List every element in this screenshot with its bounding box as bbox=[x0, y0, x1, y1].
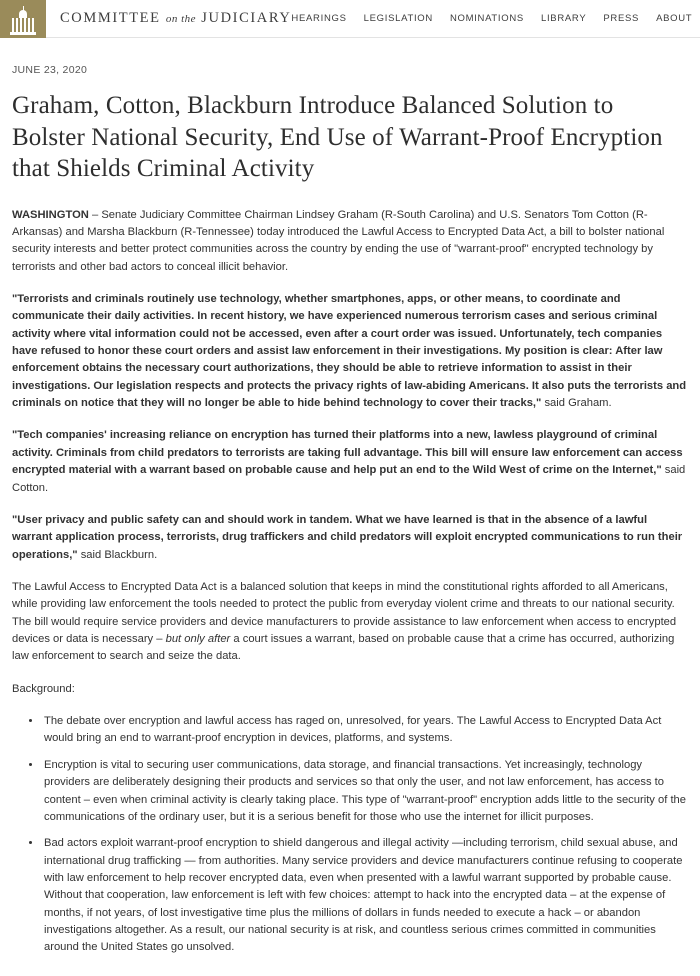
quote-blackburn bbox=[12, 512, 688, 564]
site-title-part-2: JUDICIARY bbox=[201, 10, 292, 26]
background-label: Background: bbox=[12, 682, 75, 695]
nav-item-hearings[interactable]: HEARINGS bbox=[291, 13, 347, 24]
list-item: • Encryption is vital to securing user communications, data storage, and financial transactions. Yet increasingly, technology providers are deliberately designing their products and services so that only the user, and not law enforcement, has access to content – even when criminal activity is clearly taking place. This type of "warrant-proof" encryption adds little to the security of the communications of the ordinary user, but it is a serious benefit for those who use the internet for illicit purposes. bbox=[42, 757, 688, 826]
page-title: Graham, Cotton, Blackburn Introduce Balanced Solution to Bolster National Security, End Use of Warrant-Proof Encryption that Shields Criminal Activity bbox=[12, 92, 663, 182]
list-item: • The debate over encryption and lawful access has raged on, unresolved, for years. The Lawful Access to Encrypted Data Act would bring an end to warrant-proof encryption in devices, platforms, and systems. bbox=[42, 713, 688, 748]
quote-blackburn-text: "User privacy and public safety can and should work in tandem. What we have learned is that in the absence of a lawful warrant application process, terrorists, drug traffickers and child predators will exploit encrypted communications to run their operations," bbox=[12, 513, 683, 561]
quote-cotton-attribution: said Cotton. bbox=[12, 464, 686, 494]
bill-summary-part-2: a court issues a warrant, based on probable cause that a crime has occurred, authorizing law enforcement to search and seize the data. bbox=[12, 633, 675, 663]
site-title-part-1: COMMITTEE bbox=[60, 10, 161, 26]
quote-graham bbox=[12, 291, 688, 413]
nav-item-about[interactable]: ABOUT bbox=[656, 13, 693, 24]
site-title-connector: on the bbox=[165, 13, 197, 25]
background-list bbox=[12, 713, 688, 957]
list-item: • Bad actors exploit warrant-proof encryption to shield dangerous and illegal activity —including terrorism, child sexual abuse, and international drug trafficking — from authorities. Many service providers and device manufacturers continue refusing to cooperate with law enforcement to help recover encrypted data, even when presented with a lawful warrant supported by probable cause. Without that cooperation, law enforcement is left with few choices: attempt to hack into the encrypted data – at the expense of months, if not years, of lost investigative time plus the millions of dollars in funds needed to execute a hack – or abandon investigations altogether. As a result, our national security is at risk, and countless serious crimes committed in communities around the United States go unsolved. bbox=[42, 835, 688, 957]
quote-blackburn-attribution: said Blackburn. bbox=[77, 548, 158, 561]
nav-item-legislation[interactable]: LEGISLATION bbox=[363, 13, 433, 24]
dateline: WASHINGTON bbox=[12, 208, 89, 221]
article-content bbox=[0, 38, 700, 976]
nav-item-press[interactable]: PRESS bbox=[603, 13, 640, 24]
capitol-building-icon bbox=[8, 8, 38, 38]
article-date: JUNE 23, 2020 bbox=[12, 64, 88, 76]
nav-item-library[interactable]: LIBRARY bbox=[540, 13, 587, 24]
main-navigation bbox=[291, 12, 700, 25]
quote-graham-text: "Terrorists and criminals routinely use technology, whether smartphones, apps, or other means, to coordinate and communicate their daily activities. In recent history, we have experienced numerous terrorism cases and serious criminal activity where vital information could not be accessed, even after a court order was issued. Unfortunately, tech companies have refused to honor these court orders and assist law enforcement in their investigations. My position is clear: After law enforcement obtains the necessary court authorizations, they should be able to retrieve information to assist in their investigations. Our legislation respects and protects the privacy rights of law-abiding Americans. It also puts the terrorists and criminals on notice that they will no longer be able to hide behind technology to cover their tracks," bbox=[12, 292, 687, 410]
quote-cotton bbox=[12, 427, 688, 496]
intro-paragraph-text: – Senate Judiciary Committee Chairman Lindsey Graham (R-South Carolina) and U.S. Senators Tom Cotton (R-Arkansas) and Marsha Blackburn (R-Tennessee) today introduced the Lawful Access to Encrypted Data Act, a bill to bolster national security interests and better protect communities across the country by ending the use of "warrant-proof" encrypted technology by terrorists and other bad actors to conceal illicit behavior. bbox=[12, 208, 665, 273]
quote-cotton-text: "Tech companies' increasing reliance on encryption has turned their platforms into a new, lawless playground of criminal activity. Criminals from child predators to terrorists are taking full advantage. This bill will ensure law enforcement can access encrypted material with a warrant based on probable cause and help put an end to the Wild West of crime on the Internet," bbox=[12, 429, 683, 477]
quote-graham-attribution: said Graham. bbox=[541, 397, 612, 410]
bill-summary-emphasis: but only after bbox=[165, 633, 231, 646]
nav-item-nominations[interactable]: NOMINATIONS bbox=[449, 13, 524, 24]
site-logo[interactable] bbox=[0, 0, 46, 38]
site-header bbox=[0, 0, 700, 38]
bill-summary-paragraph bbox=[12, 579, 688, 666]
site-title[interactable] bbox=[60, 10, 291, 27]
bill-summary-part-1: The Lawful Access to Encrypted Data Act is a balanced solution that keeps in mind the constitutional rights afforded to all Americans, while providing law enforcement the tools needed to protect the public from everyday violent crime and threats to our national security. The bill would require service providers and device manufacturers to provide assistance to law enforcement when access to encrypted devices or data is necessary – bbox=[12, 580, 677, 646]
intro-paragraph bbox=[12, 207, 688, 276]
